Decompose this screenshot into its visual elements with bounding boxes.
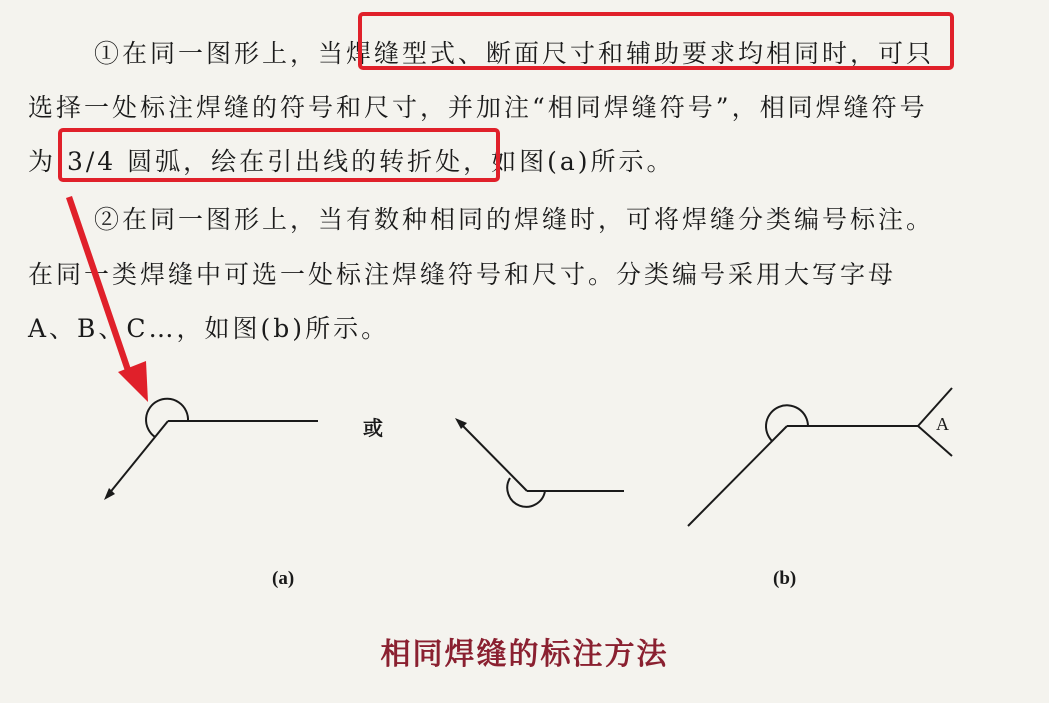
or-label: 或 [363, 416, 383, 440]
paragraph-1-line-2: 选择一处标注焊缝的符号和尺寸，并加注“相同焊缝符号”，相同焊缝符号 [28, 93, 928, 122]
paragraph-2-line-3: A、B、C…，如图(b)所示。 [28, 314, 390, 343]
paragraph-1-line-3: 为 3/4 圆弧，绘在引出线的转折处，如图(a)所示。 [28, 147, 675, 176]
paragraph-2-line-2: 在同一类焊缝中可选一处标注焊缝符号和尺寸。分类编号采用大写字母 [28, 260, 897, 289]
figure-a-leader-right [455, 418, 624, 507]
paragraph-1-line-1: ①在同一图形上，当焊缝型式、断面尺寸和辅助要求均相同时，可只 [94, 39, 935, 68]
class-letter-label: A [936, 414, 949, 434]
figure-a-leader-left [104, 399, 318, 500]
figure-a-label: (a) [272, 568, 295, 589]
figure-b-leader [688, 388, 952, 526]
figure-caption: 相同焊缝的标注方法 [380, 637, 669, 672]
figure-b-label: (b) [773, 568, 797, 589]
red-annotation-arrow [66, 196, 148, 402]
paragraph-2-line-1: ②在同一图形上，当有数种相同的焊缝时，可将焊缝分类编号标注。 [94, 205, 935, 234]
